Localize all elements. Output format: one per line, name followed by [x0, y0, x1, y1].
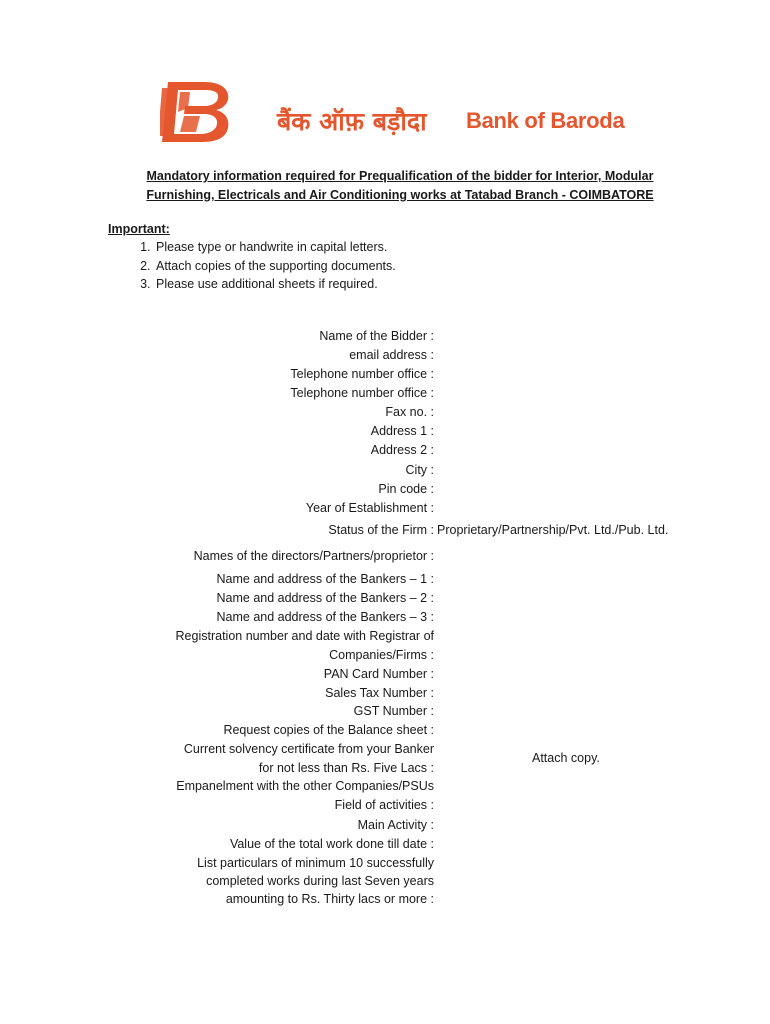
field-fax: Fax no. : [385, 405, 434, 419]
field-directors: Names of the directors/Partners/proprietor : [193, 549, 434, 563]
field-pin-code: Pin code : [378, 482, 434, 496]
attach-copy-value: Attach copy. [532, 751, 600, 765]
field-works-line-2: completed works during last Seven years [206, 874, 434, 888]
field-address-1: Address 1 : [370, 424, 434, 438]
field-sales-tax: Sales Tax Number : [325, 686, 434, 700]
field-address-2: Address 2 : [370, 443, 434, 457]
instructions-list [108, 238, 396, 294]
logo-hindi-text: बैंक ऑफ़ बड़ौदा [277, 107, 427, 136]
important-title: Important: [108, 222, 170, 236]
field-telephone-office-2: Telephone number office : [290, 386, 434, 400]
field-bankers-3: Name and address of the Bankers – 3 : [216, 610, 434, 624]
field-city: City : [405, 463, 434, 477]
instruction-item: 3. Please use additional sheets if required. [154, 275, 396, 294]
status-options-value: Proprietary/Partnership/Pvt. Ltd./Pub. Ltd. [437, 523, 669, 537]
field-main-activity: Main Activity : [357, 818, 434, 832]
field-registration-line-2: Companies/Firms : [329, 648, 434, 662]
important-section [108, 220, 396, 294]
field-email: email address : [349, 348, 434, 362]
field-solvency-line-2: for not less than Rs. Five Lacs : [258, 761, 434, 775]
field-bankers-1: Name and address of the Bankers – 1 : [216, 572, 434, 586]
heading-line-1: Mandatory information required for Prequalification of the bidder for Interior, Modular [146, 169, 654, 183]
field-empanelment: Empanelment with the other Companies/PSUs [176, 779, 434, 793]
logo-english-text: Bank of Baroda [466, 108, 625, 133]
bank-of-baroda-logo-icon [160, 78, 238, 144]
field-telephone-office-1: Telephone number office : [290, 367, 434, 381]
heading-line-2: Furnishing, Electricals and Air Conditioning works at Tatabad Branch - COIMBATORE [146, 188, 654, 202]
field-bankers-2: Name and address of the Bankers – 2 : [216, 591, 434, 605]
field-status-of-firm: Status of the Firm : [328, 523, 434, 537]
field-gst: GST Number : [353, 704, 434, 718]
field-registration-line-1: Registration number and date with Registrar of [175, 629, 434, 643]
field-solvency-line-1: Current solvency certificate from your Banker [183, 742, 434, 756]
field-year-of-establishment: Year of Establishment : [305, 501, 434, 515]
field-balance-sheet: Request copies of the Balance sheet : [223, 723, 434, 737]
document-heading [100, 167, 700, 205]
instruction-item: 1. Please type or handwrite in capital letters. [154, 238, 396, 257]
field-works-line-3: amounting to Rs. Thirty lacs or more : [225, 892, 434, 906]
field-total-work-value: Value of the total work done till date : [229, 837, 434, 851]
field-works-line-1: List particulars of minimum 10 successfully [197, 856, 434, 870]
instruction-item: 2. Attach copies of the supporting documents. [154, 257, 396, 276]
field-name-of-bidder: Name of the Bidder : [319, 329, 434, 343]
bank-logo [160, 78, 640, 148]
field-pan-card: PAN Card Number : [323, 667, 434, 681]
field-field-of-activities: Field of activities : [334, 798, 434, 812]
